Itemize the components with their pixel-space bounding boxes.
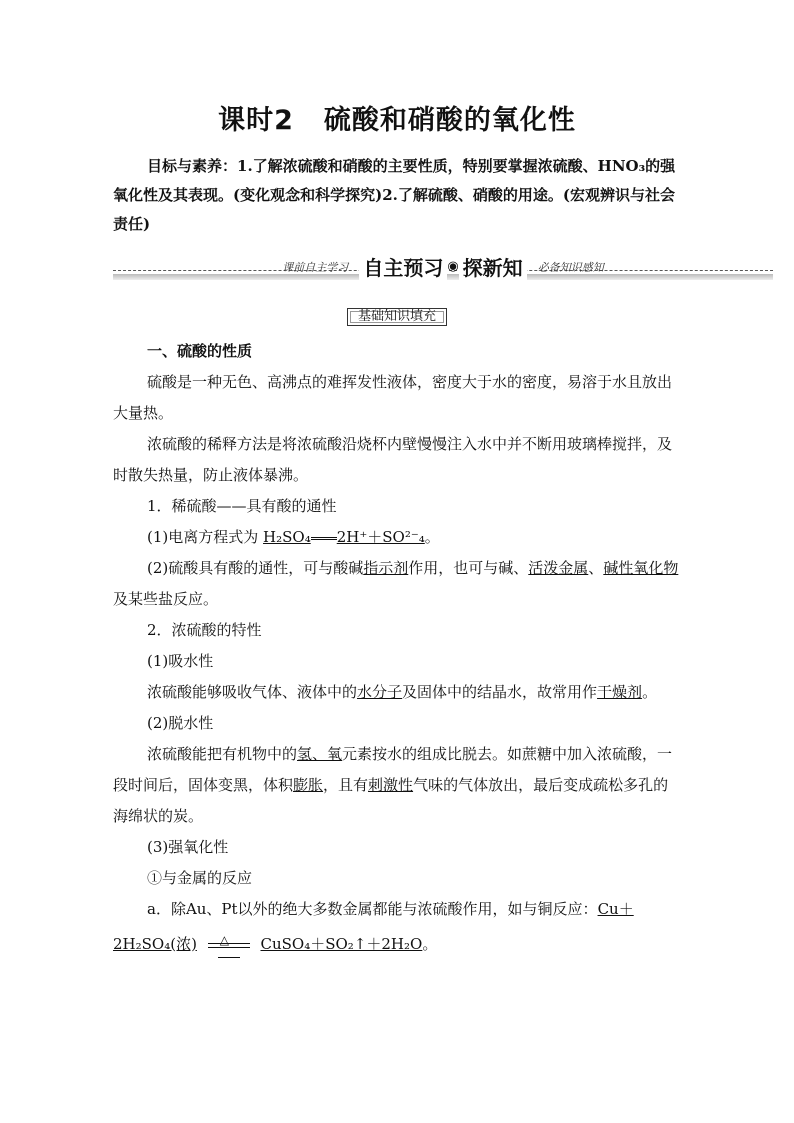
reaction-equation: 2H₂SO₄(浓) △ CuSO₄＋SO₂↑＋2H₂O。 xyxy=(113,929,683,960)
paragraph: (2)硫酸具有酸的通性，可与酸碱指示剂作用，也可与碱、活泼金属、碱性氧化物及某些盐反应。 xyxy=(113,559,679,608)
heat-condition: △ xyxy=(208,935,250,955)
paragraph: 浓硫酸的稀释方法是将浓硫酸沿烧杯内壁慢慢注入水中并不断用玻璃棒搅拌，及时散失热量，防止液体暴沸。 xyxy=(113,435,673,484)
lesson-number: 课时2 xyxy=(218,105,294,136)
banner-main2: 探新知 xyxy=(459,256,527,280)
lesson-name: 硫酸和硝酸的氧化性 xyxy=(323,105,576,136)
section-box-label: 基础知识填充 xyxy=(0,305,794,326)
paragraph: 浓硫酸能够吸收气体、液体中的水分子及固体中的结晶水，故常用作干燥剂。 xyxy=(147,683,658,701)
subheading: 1．稀硫酸——具有酸的通性 xyxy=(147,497,337,515)
subheading: (3)强氧化性 xyxy=(147,838,229,856)
ionization-line: (1)电离方程式为 H₂SO₄ 2H⁺＋SO²⁻₄。 xyxy=(147,528,440,546)
banner-main1: 自主预习 xyxy=(359,256,447,280)
paragraph: 硫酸是一种无色、高沸点的难挥发性液体，密度大于水的密度，易溶于水且放出大量热。 xyxy=(113,373,673,422)
banner-right: 必备知识感知 xyxy=(537,260,604,274)
learning-goals: 目标与素养：1.了解浓硫酸和硝酸的主要性质，特别要掌握浓硫酸、HNO₃的强氧化性及其表现。(变化观念和科学探究)2.了解硫酸、硝酸的用途。(宏观辨识与社会责任) xyxy=(113,157,676,233)
section-banner xyxy=(113,252,773,282)
subheading: (2)脱水性 xyxy=(147,714,214,732)
paragraph: 浓硫酸能把有机物中的氢、氧元素按水的组成比脱去。如蔗糖中加入浓硫酸，一段时间后，固体变黑，体积膨胀，且有刺激性气味的气体放出，最后变成疏松多孔的海绵状的炭。 xyxy=(113,745,673,825)
section-heading: 一、硫酸的性质 xyxy=(147,342,253,360)
subheading: ①与金属的反应 xyxy=(147,869,253,887)
page-title xyxy=(0,98,794,137)
subheading: (1)吸水性 xyxy=(147,652,214,670)
banner-left: 课前自主学习 xyxy=(282,260,349,274)
subheading: 2．浓硫酸的特性 xyxy=(147,621,262,639)
ionization-equation: H₂SO₄ 2H⁺＋SO²⁻₄ xyxy=(263,528,425,546)
paragraph: a．除Au、Pt以外的绝大多数金属都能与浓硫酸作用，如与铜反应：Cu＋ xyxy=(147,900,634,918)
chevron-right-icon: ◉ xyxy=(447,259,459,274)
content xyxy=(113,336,683,960)
